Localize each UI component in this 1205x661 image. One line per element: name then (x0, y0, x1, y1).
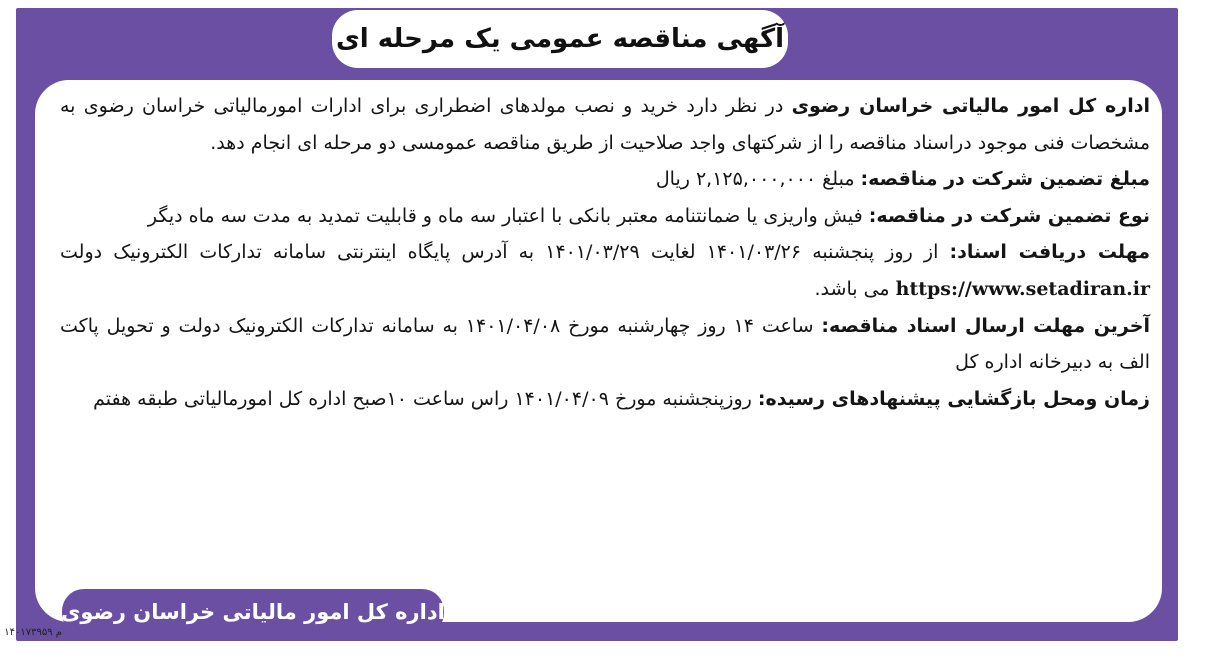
submission-deadline-paragraph (60, 308, 1150, 381)
documents-deadline-value: از روز پنجشنبه ۱۴۰۱/۰۳/۲۶ لغایت ۱۴۰۱/۰۳/۲۹ به آدرس پایگاه اینترنتی سامانه تدارکات الکترونیک دولت (60, 241, 950, 264)
guarantee-type-value: فیش واریزی یا ضمانتنامه معتبر بانکی با اعتبار سه ماه و قابلیت تمدید به مدت سه ماه دیگر (147, 204, 869, 227)
notice-title: آگهی مناقصه عمومی یک مرحله ای (335, 24, 785, 54)
guarantee-amount-paragraph (60, 161, 1150, 198)
setad-url: https://www.setadiran.ir (895, 277, 1150, 300)
documents-deadline-paragraph (60, 234, 1150, 307)
documents-deadline-label: مهلت دریافت اسناد: (949, 241, 1150, 264)
title-banner (332, 10, 788, 68)
opening-label: زمان ومحل بازگشایی پیشنهادهای رسیده: (757, 387, 1150, 410)
submission-deadline-value: ساعت ۱۴ روز چهارشنبه مورخ ۱۴۰۱/۰۴/۰۸ به سامانه تدارکات الکترونیک دولت و تحویل پاکت الف به دبیرخانه اداره کل (60, 314, 1150, 374)
signature-text: اداره کل امور مالیاتی خراسان رضوی (61, 600, 445, 624)
submission-deadline-label: آخرین مهلت ارسال اسناد مناقصه: (821, 314, 1150, 337)
notice-code: م ۱۴۰۱۷۳۹۵۹ (4, 627, 62, 638)
documents-deadline-suffix: می باشد. (814, 277, 896, 300)
signature-banner (62, 589, 444, 635)
opening-value: روزپنجشنبه مورخ ۱۴۰۱/۰۴/۰۹ راس ساعت ۱۰صبح اداره کل امورمالیاتی طبقه هفتم (93, 387, 758, 410)
opening-paragraph (60, 381, 1150, 418)
organization-name: اداره کل امور مالیاتی خراسان رضوی (791, 95, 1150, 117)
intro-text: در نظر دارد خرید و نصب مولدهای اضطراری برای ادارات امورمالیاتی خراسان رضوی به مشخصات فنی موجود دراسناد مناقصه را از شرکتهای واجد صلاحیت از طریق مناقصه عمومسی دو مرحله ای انجام دهد. (60, 95, 1150, 154)
guarantee-amount-value: مبلغ ۲,۱۲۵,۰۰۰,۰۰۰ ریال (655, 168, 861, 191)
guarantee-type-label: نوع تضمین شرکت در مناقصه: (868, 204, 1150, 227)
guarantee-type-paragraph (60, 198, 1150, 235)
intro-paragraph (60, 88, 1150, 161)
guarantee-amount-label: مبلغ تضمین شرکت در مناقصه: (860, 168, 1150, 191)
notice-body (60, 88, 1150, 417)
